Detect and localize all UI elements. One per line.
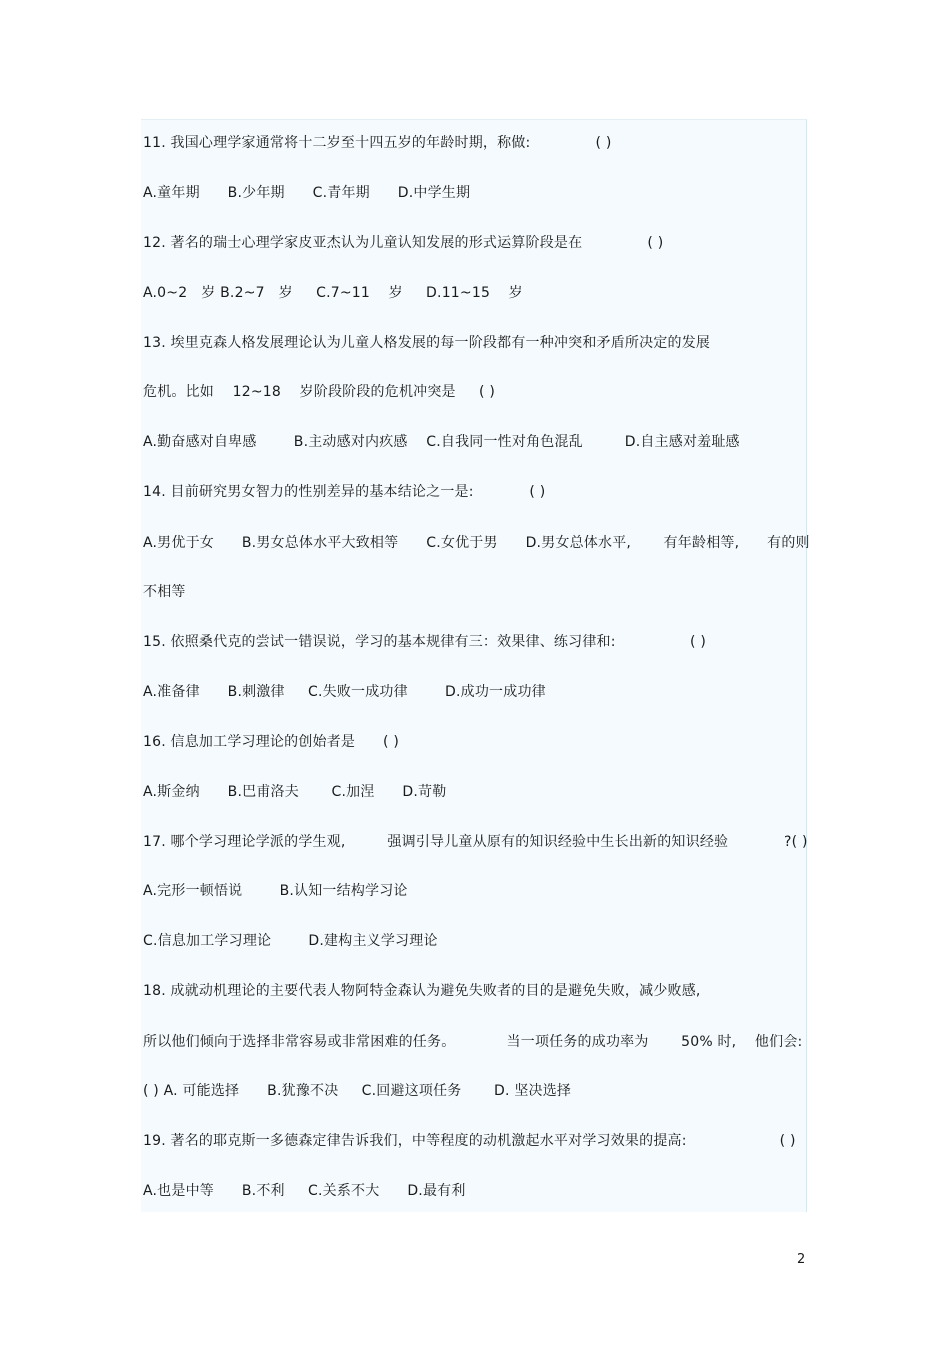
question-18-line-1: 18. 成就动机理论的主要代表人物阿特金森认为避免失败者的目的是避免失败，减少败感,	[143, 983, 701, 999]
question-15: 15. 依照桑代克的尝试一错误说，学习的基本规律有三：效果律、练习律和: ( )	[143, 634, 707, 650]
question-14: 14. 目前研究男女智力的性别差异的基本结论之一是: ( )	[143, 484, 546, 500]
options-15: A.准备律 B.刺激律 C.失败一成功律 D.成功一成功律	[143, 684, 546, 700]
question-11: 11. 我国心理学家通常将十二岁至十四五岁的年龄时期，称做: ( )	[143, 135, 612, 151]
options-14-line-2: 不相等	[143, 584, 186, 600]
question-18-line-2: 所以他们倾向于选择非常容易或非常困难的任务。 当一项任务的成功率为 50% 时, 他们会:	[143, 1034, 803, 1050]
options-17-line-1: A.完形一顿悟说 B.认知一结构学习论	[143, 883, 408, 899]
page-number: 2	[797, 1252, 806, 1267]
options-13: A.勤奋感对自卑感 B.主动感对内疚感 C.自我同一性对角色混乱 D.自主感对羞耻感	[143, 434, 740, 450]
options-14-line-1: A.男优于女 B.男女总体水平大致相等 C.女优于男 D.男女总体水平, 有年龄相等, 有的则	[143, 535, 810, 551]
question-13-line-2: 危机。比如 12~18 岁阶段阶段的危机冲突是 ( )	[143, 384, 495, 400]
question-17: 17. 哪个学习理论学派的学生观, 强调引导儿童从原有的知识经验中生长出新的知识经验 ?( )	[143, 834, 808, 850]
question-13-line-1: 13. 埃里克森人格发展理论认为儿童人格发展的每一阶段都有一种冲突和矛盾所决定的发展	[143, 335, 711, 351]
options-19: A.也是中等 B.不利 C.关系不大 D.最有利	[143, 1183, 466, 1199]
question-19: 19. 著名的耶克斯一多德森定律告诉我们，中等程度的动机激起水平对学习效果的提高: ( )	[143, 1133, 796, 1149]
question-16: 16. 信息加工学习理论的创始者是 ( )	[143, 734, 399, 750]
options-16: A.斯金纳 B.巴甫洛夫 C.加涅 D.苛勒	[143, 784, 447, 800]
options-12: A.0~2 岁 B.2~7 岁 C.7~11 岁 D.11~15 岁	[143, 285, 523, 301]
question-12: 12. 著名的瑞士心理学家皮亚杰认为儿童认知发展的形式运算阶段是在 ( )	[143, 235, 664, 251]
options-11: A.童年期 B.少年期 C.青年期 D.中学生期	[143, 185, 471, 201]
options-18: ( ) A. 可能选择 B.犹豫不决 C.回避这项任务 D. 坚决选择	[143, 1083, 572, 1099]
options-17-line-2: C.信息加工学习理论 D.建构主义学习理论	[143, 933, 438, 949]
